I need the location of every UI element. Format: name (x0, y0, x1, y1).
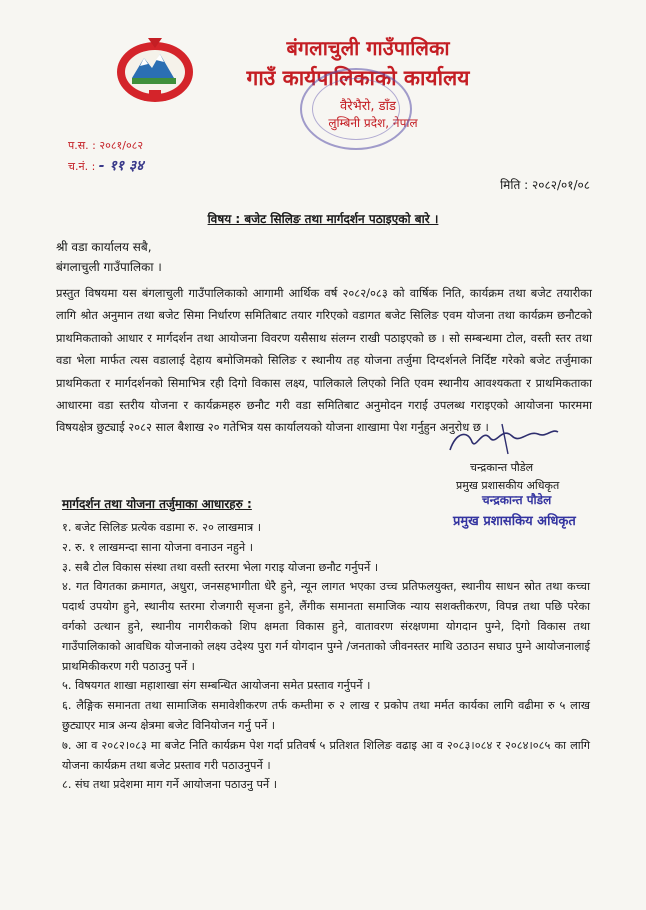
reference-chalani (68, 156, 143, 175)
letterhead-province: लुम्बिनी प्रदेश, नेपाल (328, 116, 418, 130)
signature-scribble-icon (442, 420, 562, 460)
letterhead-office: गाउँ कार्यपालिकाको कार्यालय (246, 66, 470, 90)
letterhead-location: वैरेभैरो, डाँड (340, 99, 396, 114)
reference-chalani-value: - ११ ३४ (98, 158, 144, 174)
letter-subject-text: विषय : बजेट सिलिङ तथा मार्गदर्शन पठाइएको बारे । (207, 212, 439, 226)
guideline-item: ५. विषयगत शाखा महाशाखा संग सम्बन्धित आयोजना समेत प्रस्ताव गर्नुपर्ने । (62, 679, 371, 693)
signatory-title: प्रमुख प्रशासकीय अधिकृत (456, 479, 560, 492)
guideline-item: ८. संघ तथा प्रदेशमा माग गर्ने आयोजना पठाउनु पर्ने । (62, 778, 278, 792)
reference-patra-sankhya: प.स. : २०८१/०८२ (68, 139, 144, 152)
letter-date: मिति : २०८२/०१/०८ (500, 178, 590, 192)
guidelines-list (62, 518, 590, 795)
guideline-item: ७. आ व २०८२।०८३ मा बजेट निति कार्यक्रम पेश गर्दा प्रतिवर्ष ५ प्रतिशत शिलिङ वढाइ आ व २०८३।०८४ र २०८४।०८५ का लागि योजना कार्यक्रम तथा बजेट प्रस्ताव गरी पठाउनुपर्ने । (62, 738, 590, 772)
guideline-item: ३. सबै टोल विकास संस्था तथा वस्ती स्तरमा भेला गराइ योजना छनौट गर्नुपर्ने । (62, 560, 379, 574)
signature-stamp-title: प्रमुख प्रशासकिय अधिकृत (453, 514, 576, 529)
reference-chalani-label: च.नं. : (68, 160, 96, 173)
signature-stamp-name: चन्द्रकान्त पौडेल (482, 493, 552, 507)
addressee-line-1: श्री वडा कार्यालय सबै, (56, 240, 152, 254)
guideline-item: १. बजेट सिलिङ प्रत्येक वडामा रु. २० लाखमात्र । (62, 521, 262, 534)
office-stamp (300, 68, 412, 150)
letterhead-municipality: बंगलाचुली गाउँपालिका (286, 36, 450, 60)
guidelines-heading: मार्गदर्शन तथा योजना तर्जुमाका आधारहरु : (62, 497, 252, 511)
guideline-item: ६. लैङ्गिक समानता तथा सामाजिक समावेशीकरण तर्फ कम्तीमा रु २ लाख र प्रकोप तथा मर्मत कार्यका लागि वढीमा रु ५ लाख छुट्याएर मात्र अन्य क्षेत्रमा बजेट विनियोजन गर्नु पर्ने । (62, 699, 590, 732)
office-stamp-inner (312, 78, 400, 140)
letter-subject (0, 210, 646, 227)
guideline-item: ४. गत विगतका क्रमागत, अधुरा, जनसहभागीता धेरै हुने, न्यून लागत भएका उच्च प्रतिफलयुक्त, स्थानीय साधन स्रोत तथा कच्चा पदार्थ उपयोग हुने, स्थानीय स्तरमा रोजगारी सृजना हुने, लैंगीक समानता समाजिक न्याय सशक्तीकरण, विपन्न तथा पछि परेका वर्गको उत्थान हुने, स्थानीय नागरीकको शिप क्षमता विकास हुने, वातावरण संरक्षणमा योगदान पुग्ने, दिगो विकास तथा गाउँपालिकाको आवधिक योजनाको लक्ष्य उदेश्य पुरा गर्न योगदान पुग्ने /जनताको जीवनस्तर माथि उठाउन सघाउ पुग्ने आयोजनालाई प्राथमिकीकरण गरी पठाउनु पर्ने । (62, 580, 590, 673)
guideline-item: २. रु. १ लाखमन्दा साना योजना वनाउन नहुने । (62, 540, 253, 554)
addressee-line-2: बंगलाचुली गाउँपालिका । (56, 260, 162, 274)
signatory-name: चन्द्रकान्त पौडेल (470, 461, 534, 474)
letter-body: प्रस्तुत विषयमा यस बंगलाचुली गाउँपालिकाको आगामी आर्थिक वर्ष २०८२/०८३ को वार्षिक निति, कार्यक्रम तथा बजेट तयारीका लागि श्रोत अनुमान तथा बजेट सिमा निर्धारण समितिबाट तयार गरिएको वडागत बजेट सिलिङ एवम योजना तथा कार्यक्रम छनौटको प्राथमिकताको आधार र मार्गदर्शन तथा आयोजना विवरण यसैसाथ संलग्न राखी पठाइएको छ । सो सम्बन्धमा टोल, वस्ती स्तर तथा वडा भेला मार्फत त्यस वडालाई देहाय बमोजिमको सिलिङ र स्थानीय तह योजना तर्जुमा दिग्दर्शनले निर्दिष्ट गरेको बजेट तर्जुमाका प्राथमिकता र मार्गदर्शनको सिमाभित्र रही दिगो विकास लक्ष्य, पालिकाले लिएको निति एवम स्थानीय आवश्यकता र प्राथमिकताका आधारमा वडा स्तरीय योजना र कार्यक्रमहरु छनौट गरी वडा समितिबाट अनुमोदन गराई उपलब्ध गराइएको आयोजना फारममा विषयक्षेत्र छुट्याई २०८२ साल बैशाख २० गतेभित्र यस कार्यालयको योजना शाखामा पेश गर्नुहुन अनुरोध छ । (56, 286, 592, 435)
